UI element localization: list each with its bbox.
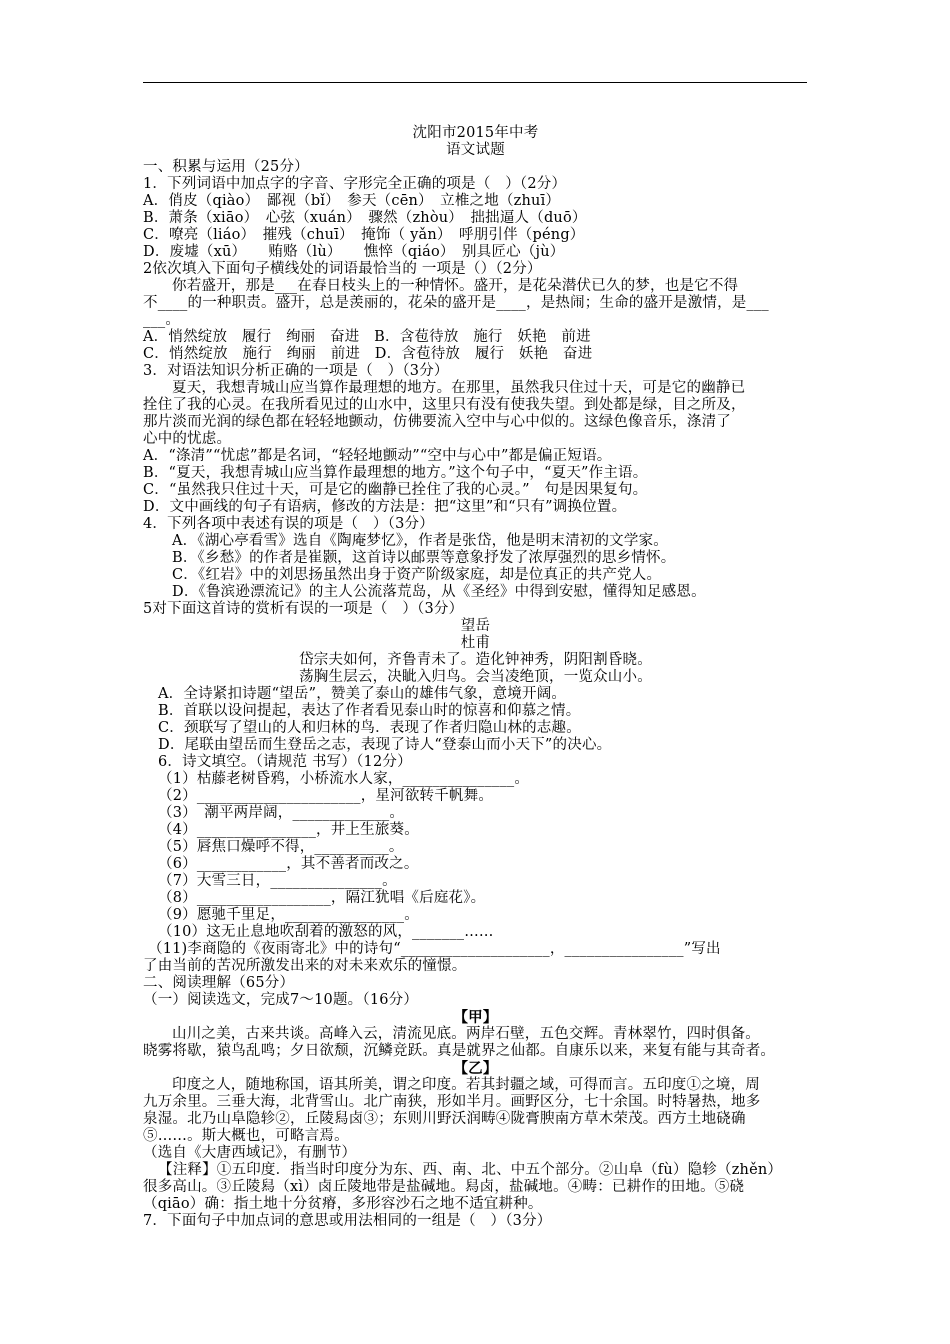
header-rule — [143, 82, 807, 83]
passage-source: （选自《大唐西域记》，有删节） — [143, 1145, 357, 1161]
option: A．《湖心亭看雪》选自《陶庵梦忆》，作者是张岱，他是明末清初的文学家。 — [172, 533, 668, 549]
question-stem: 6．诗文填空。（请规范 书写）（12分） — [158, 754, 412, 770]
fill-blank-item: （5）唇焦口燥呼不得，__________。 — [158, 839, 404, 855]
fill-blank-item: （9）愿驰千里足，________________。 — [158, 907, 419, 923]
passage-label: 【甲】 — [453, 1009, 498, 1026]
question-stem: 2依次填入下面句子横线处的词语最恰当的 一项是（）（2分） — [143, 261, 542, 277]
passage-line: 那片淡而光润的绿色都在轻轻地颤动，仿佛要流入空中与心中似的。这绿色像音乐，涤清了 — [143, 414, 731, 430]
exam-subtitle: 语文试题 — [446, 142, 505, 158]
section-heading: 一、积累与运用（25分） — [143, 159, 309, 175]
passage-line: 泉湿。北乃山阜隐轸②，丘陵舄卤③；东则川野沃润畴④陇膏腴南方草木荣茂。西方土地硗确 — [143, 1111, 746, 1127]
fill-blank-item: （7）大雪三日，_______________。 — [158, 873, 397, 889]
fill-blank-item: （11)李商隐的《夜雨寄北》中的诗句“____________________，________________”写出 — [148, 941, 721, 957]
question-stem: 4．下列各项中表述有误的项是（ ）（3分） — [143, 516, 434, 532]
option: C．颈联写了望山的人和归林的鸟．表现了作者归隐山林的志趣。 — [158, 720, 581, 736]
option: A．全诗紧扣诗题“望岳”，赞美了泰山的雄伟气象，意境开阔。 — [158, 686, 567, 702]
option: D．文中画线的句子有语病，修改的方法是：把“这里”和“只有”调换位置。 — [143, 499, 627, 515]
fill-blank-item: （4）________________，井上生旅葵。 — [158, 822, 419, 838]
option: D．废墟（xū） 贿赂（lù） 憔悴（qiáo） 别具匠心（jù） — [143, 244, 565, 260]
question-stem: 1．下列词语中加点字的字音、字形完全正确的项是（ ）（2分） — [143, 176, 567, 192]
passage-label: 【乙】 — [453, 1060, 498, 1077]
option: D．尾联由望岳而生登岳之志，表现了诗人“登泰山而小天下”的决心。 — [158, 737, 612, 753]
option: B．萧条（xiāo） 心弦（xuán） 骤然（zhòu） 拙拙逼人（duō） — [143, 210, 587, 226]
passage-line: 晓雾将歇，猿鸟乱鸣；夕日欲颓，沉鳞竞跃。真是就界之仙都。自康乐以来，来复有能与其奇者。 — [143, 1043, 776, 1059]
footnote-line: 很多高山。③丘陵舄（xì）卤丘陵地带是盐碱地。舄卤，盐碱地。④畴：已耕作的田地。⑤硗 — [143, 1179, 745, 1195]
question-stem: 7．下面句子中加点词的意思或用法相同的一组是（ ）（3分） — [143, 1213, 552, 1229]
fill-blank-item: （8）__________________，隔江犹唱《后庭花》。 — [158, 890, 486, 906]
footnote-line: 【注释】①五印度．指当时印度分为东、西、南、北、中五个部分。②山阜（fù）隐轸（zhěn） — [158, 1162, 783, 1178]
option: C．《红岩》中的刘思扬虽然出身于资产阶级家庭，却是位真正的共产党人。 — [172, 567, 662, 583]
poem-author: 杜甫 — [460, 635, 491, 651]
option: C．“虽然我只住过十天，可是它的幽静已拴住了我的心灵。” 句是因果复句。 — [143, 482, 648, 498]
fill-blank-item: 了由当前的苦况所激发出来的对未来欢乐的憧憬。 — [143, 958, 467, 974]
option: D．《鲁滨逊漂流记》的主人公流落荒岛，从《圣经》中得到安慰，懂得知足感恩。 — [172, 584, 706, 600]
passage-line: 你若盛开，那是___在春日枝头上的一种情怀。盛开，是花朵潜伏已久的梦，也是它不得 — [172, 278, 739, 294]
passage-line: ⑤……。斯大概也，可略言焉。 — [143, 1128, 349, 1144]
passage-line: 九万余里。三垂大海，北背雪山。北广南狭，形如半月。画野区分，七十余国。时特暑热，地多 — [143, 1094, 761, 1110]
reading-part-heading: （一）阅读选文，完成7～10题。（16分） — [143, 992, 419, 1008]
option: C．嘹亮（liáo） 摧残（chuī） 掩饰（ yǎn） 呼朋引伴（péng） — [143, 227, 585, 243]
option: B．首联以设问提起，表达了作者看见泰山时的惊喜和仰慕之情。 — [158, 703, 581, 719]
option: A．“涤清”“忧虑”都是名词，“轻轻地颤动”“空中与心中”都是偏正短语。 — [143, 448, 612, 464]
fill-blank-item: （2）______________________，星河欲转千帆舞。 — [158, 788, 494, 804]
passage-line: 山川之美，古来共谈。高峰入云，清流见底。两岸石壁，五色交辉。青林翠竹，四时俱备。 — [172, 1026, 760, 1042]
fill-blank-item: （6）____________，其不善者而改之。 — [158, 856, 419, 872]
question-stem: 5对下面这首诗的赏析有误的一项是（ ）（3分） — [143, 601, 464, 617]
fill-blank-item: （1）枯藤老树昏鸦，小桥流水人家，_______________。 — [158, 771, 530, 787]
option: A．俏皮（qiào） 鄙视（bǐ） 参天（cēn） 立椎之地（zhuī） — [143, 193, 561, 209]
passage-line: 拴住了我的心灵。在我所看见过的山水中，这里只有没有使我失望。到处都是绿，目之所及， — [143, 397, 746, 413]
passage-line: 心中的忧虑。 — [143, 431, 232, 447]
passage-line: 不____的一种职责。盛开，总是羡丽的，花朵的盛开是____，是热闹；生命的盛开是激情，是___ — [143, 295, 769, 311]
section-heading: 二、阅读理解（65分） — [143, 975, 295, 991]
option: A．悄然绽放 履行 绚丽 奋进 B．含苞待放 施行 妖艳 前进 — [143, 329, 591, 345]
question-stem: 3．对语法知识分析正确的一项是（ ）（3分） — [143, 363, 449, 379]
poem-title: 望岳 — [460, 618, 491, 634]
option: B．“夏天，我想青城山应当算作最理想的地方。”这个句子中，“夏天”作主语。 — [143, 465, 648, 481]
poem-line: 岱宗夫如何，齐鲁青未了。造化钟神秀，阴阳割昏晓。 — [299, 652, 652, 668]
poem-line: 荡胸生层云，决眦入归鸟。会当凌绝顶，一览众山小。 — [299, 669, 652, 685]
option: C．悄然绽放 施行 绚丽 前进 D．含苞待放 履行 妖艳 奋进 — [143, 346, 593, 362]
passage-line: 印度之人，随地称国，语其所美，谓之印度。若其封疆之域，可得而言。五印度①之境，周 — [172, 1077, 760, 1093]
exam-title: 沈阳市2015年中考 — [412, 125, 539, 141]
passage-line: ___。 — [143, 312, 181, 328]
fill-blank-item: （3） 潮平两岸阔，_____________。 — [158, 805, 405, 821]
option: B．《乡愁》的作者是崔颢，这首诗以邮票等意象抒发了浓厚强烈的思乡情怀。 — [172, 550, 676, 566]
footnote-line: （qiāo）确：指土地十分贫瘠，多形容沙石之地不适宜耕种。 — [143, 1196, 543, 1212]
passage-line: 夏天，我想青城山应当算作最理想的地方。在那里，虽然我只住过十天，可是它的幽静已 — [172, 380, 746, 396]
fill-blank-item: （10）这无止息地吹刮着的激怒的风，_______…… — [158, 924, 494, 940]
